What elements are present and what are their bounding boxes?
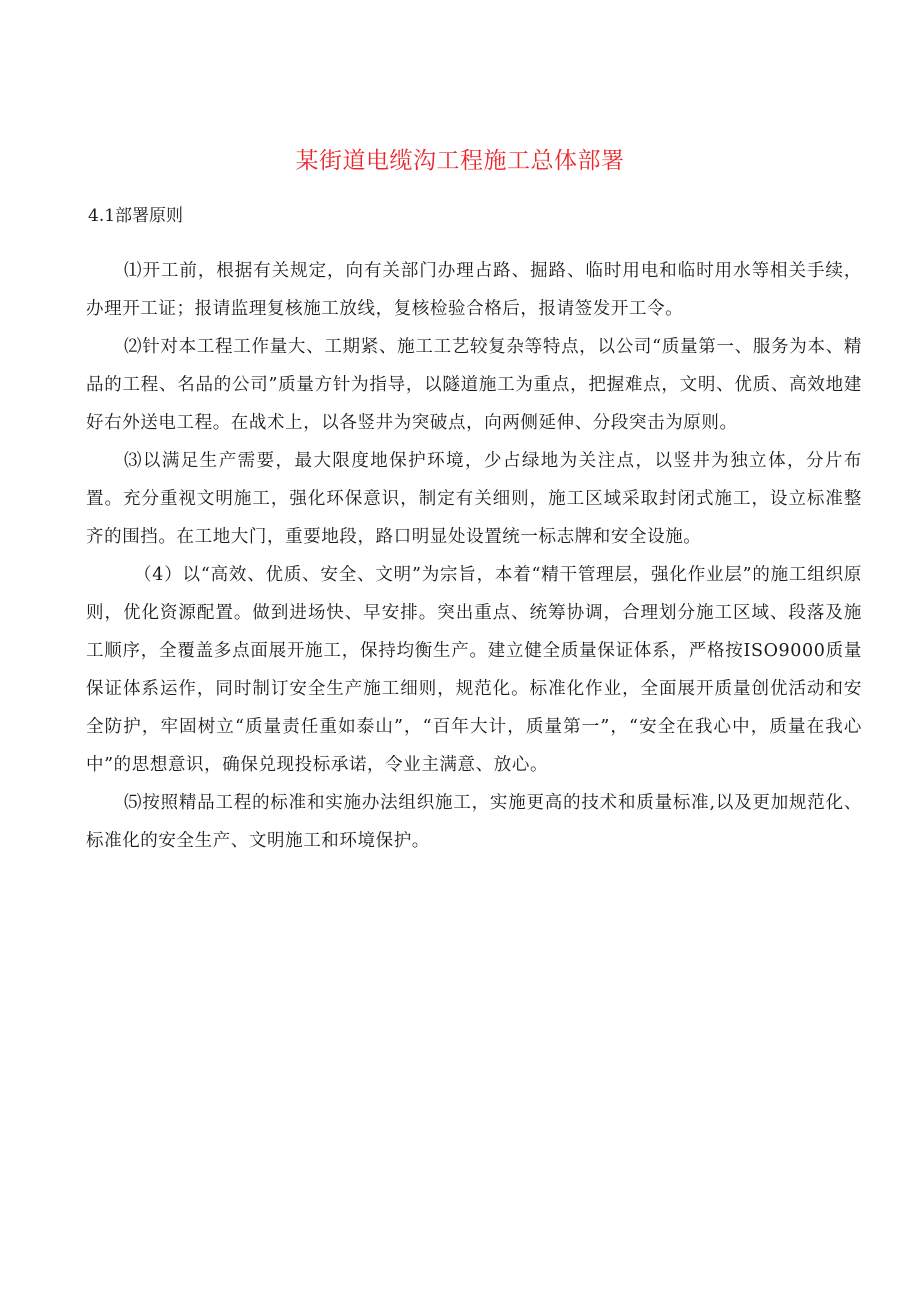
body-text (86, 252, 862, 860)
section-heading: 4.1部署原则 (88, 206, 184, 226)
paragraph-3: ⑶以满足生产需要，最大限度地保护环境，少占绿地为关注点，以竖井为独立体，分片布置。充分重视文明施工，强化环保意识，制定有关细则，施工区域采取封闭式施工，设立标准整齐的围挡。在工地大门，重要地段，路口明显处设置统一标志牌和安全设施。 (86, 451, 862, 547)
paragraph-1: ⑴开工前，根据有关规定，向有关部门办理占路、掘路、临时用电和临时用水等相关手续，办理开工证；报请监理复核施工放线，复核检验合格后，报请签发开工令。 (86, 261, 862, 319)
paragraph-5: ⑸按照精品工程的标准和实施办法组织施工，实施更高的技术和质量标准,以及更加规范化、标准化的安全生产、文明施工和环境保护。 (86, 793, 862, 851)
paragraph-4: （4）以“高效、优质、安全、文明”为宗旨，本着“精干管理层，强化作业层”的施工组织原则，优化资源配置。做到进场快、早安排。突出重点、统筹协调，合理划分施工区域、段落及施工顺序，全覆盖多点面展开施工，保持均衡生产。建立健全质量保证体系，严格按ISO9000质量保证体系运作，同时制订安全生产施工细则，规范化。标准化作业，全面展开质量创优活动和安全防护，牢固树立“质量责任重如泰山”，“百年大计，质量第一”，“安全在我心中，质量在我心中”的思想意识，确保兑现投标承诺，令业主满意、放心。 (86, 565, 862, 775)
page-title: 某街道电缆沟工程施工总体部署 (295, 148, 625, 174)
paragraph-2: ⑵针对本工程工作量大、工期紧、施工工艺较复杂等特点，以公司“质量第一、服务为本、精品的工程、名品的公司”质量方针为指导，以隧道施工为重点，把握难点，文明、优质、高效地建好右外送电工程。在战术上，以各竖井为突破点，向两侧延伸、分段突击为原则。 (86, 337, 862, 433)
